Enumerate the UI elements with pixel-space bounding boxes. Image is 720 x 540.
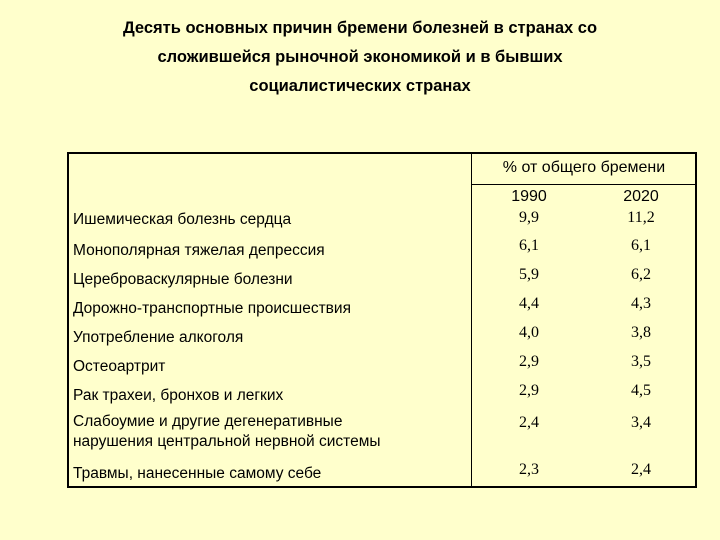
- value-2020: 6,1: [631, 237, 651, 254]
- cause-label: Слабоумие и другие дегенеративные: [73, 413, 343, 430]
- col-header-1990: 1990: [511, 188, 547, 205]
- value-2020: 11,2: [627, 209, 655, 226]
- burden-table: [67, 152, 697, 488]
- cause-label: нарушения центральной нервной системы: [73, 433, 381, 450]
- value-1990: 5,9: [519, 266, 539, 283]
- title-line-2: сложившейся рыночной экономикой и в бывших: [157, 48, 563, 66]
- title-line-1: Десять основных причин бремени болезней в странах со: [122, 19, 598, 37]
- title-line-3: социалистических странах: [249, 77, 471, 95]
- value-2020: 6,2: [631, 266, 651, 283]
- value-2020: 4,3: [631, 295, 651, 312]
- group-header: % от общего бремени: [502, 159, 666, 176]
- value-1990: 2,3: [519, 461, 539, 478]
- value-2020: 3,8: [631, 324, 651, 341]
- value-2020: 4,5: [631, 382, 651, 399]
- value-2020: 2,4: [631, 461, 651, 478]
- cause-label: Рак трахеи, бронхов и легких: [73, 387, 284, 404]
- cause-label: Остеоартрит: [73, 358, 166, 375]
- cause-label: Употребление алкоголя: [73, 329, 244, 346]
- column-divider: [471, 154, 472, 486]
- cause-label: Дорожно-транспортные происшествия: [73, 300, 351, 317]
- cause-label: Ишемическая болезнь сердца: [73, 211, 292, 228]
- value-1990: 4,0: [519, 324, 539, 341]
- value-1990: 6,1: [519, 237, 539, 254]
- cause-label: Цереброваскулярные болезни: [73, 271, 293, 288]
- col-header-2020: 2020: [623, 188, 659, 205]
- value-1990: 2,9: [519, 353, 539, 370]
- value-1990: 2,4: [519, 414, 539, 431]
- value-2020: 3,5: [631, 353, 651, 370]
- value-2020: 3,4: [631, 414, 651, 431]
- header-divider: [471, 184, 695, 185]
- value-1990: 9,9: [519, 209, 539, 226]
- cause-label: Монополярная тяжелая депрессия: [73, 242, 325, 259]
- value-1990: 2,9: [519, 382, 539, 399]
- page-title: [40, 14, 680, 101]
- value-1990: 4,4: [519, 295, 539, 312]
- cause-label: Травмы, нанесенные самому себе: [73, 465, 322, 482]
